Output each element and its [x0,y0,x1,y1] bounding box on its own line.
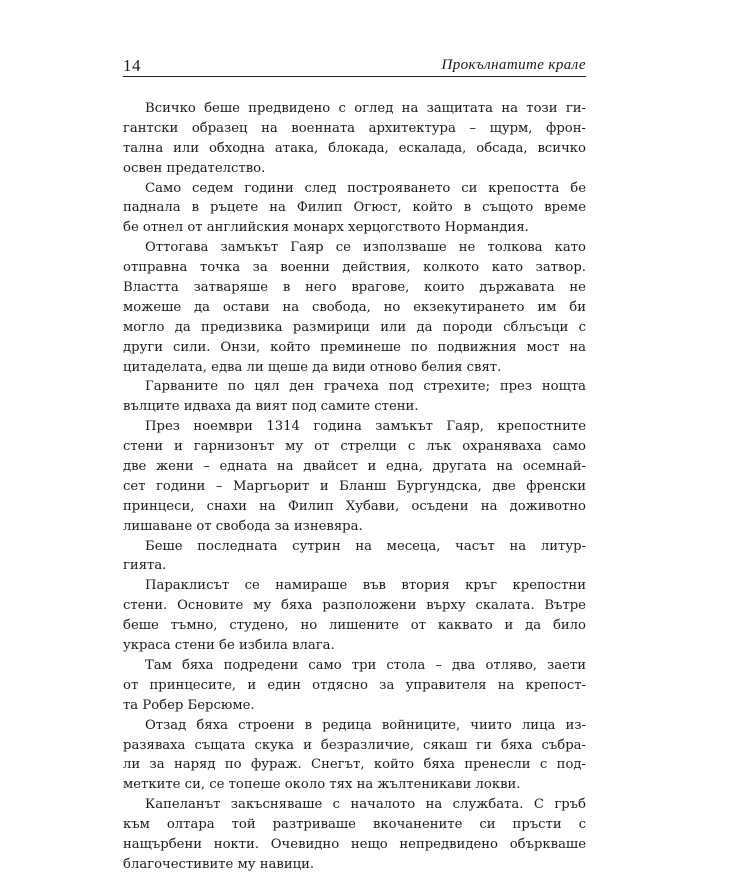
text-line: Всичко беше предвидено с оглед на защитата на този ги- [145,101,586,116]
text-line: стени и гарнизонът му от стрелци с лък охраняваха само [123,439,586,455]
text-line: нащърбени нокти. Очевидно нещо непредвидено объркваше [123,836,586,852]
paragraph [123,179,586,239]
text-line: Параклисът се намираше във втория кръг крепостни [145,578,586,594]
running-title: Прокълнатите крале [441,57,586,73]
text-line: метките си, се топеше около тях на жълтеникави локви. [123,777,521,793]
body-text [123,99,586,875]
text-line: благочестивите му навици. [123,856,315,872]
text-line: стени. Основите му бяха разположени върху скалата. Вътре [123,598,586,614]
paragraph [123,417,586,536]
text-line: отправна точка за военни действия, колкото като затвор. [123,260,586,276]
text-line: освен предателство. [123,160,266,176]
paragraph [123,238,586,377]
paragraph [123,716,586,796]
text-line: сет години – Маргьорит и Бланш Бургундска, две френски [123,478,586,494]
text-line: принцеси, снахи на Филип Хубави, осъдени на доживотно [123,498,586,514]
text-line: Властта затваряше в него врагове, които държавата не [123,280,586,296]
text-line: две жени – едната на двайсет и една, другата на осемнай- [123,459,586,475]
text-line: бе отнел от английския монарх херцогството Нормандия. [123,220,529,236]
paragraph [123,795,586,875]
paragraph [123,99,586,179]
text-line: та Робер Берсюме. [123,697,255,713]
page-header [123,52,586,77]
text-line: тална или обходна атака, блокада, ескалада, обсада, всичко [123,140,586,156]
text-line: ли за наряд по фураж. Снегът, който бяха пренесли с под- [123,757,586,773]
text-line: разяваха същата скука и безразличие, сякаш ги бяха събра- [123,737,586,753]
text-line: можеше да остави на свобода, но екзекутирането им би [123,299,586,315]
text-line: Само седем години след построяването си крепостта бе [145,180,586,196]
text-line: гантски образец на военната архитектура – щурм, фрон- [123,120,586,136]
paragraph [123,377,586,417]
text-line: цитаделата, едва ли щеше да види отново белия свят. [123,359,502,375]
text-line: Капеланът закъсняваше с началото на службата. С гръб [145,797,586,813]
paragraph [123,576,586,656]
text-line: беше тъмно, студено, но лишените от каквато и да било [123,618,586,634]
text-line: лишаване от свобода за изневяра. [123,518,363,534]
text-line: от принцесите, и един отдясно за управителя на крепост- [123,677,586,693]
text-line: Там бяха подредени само три стола – два отляво, заети [145,657,586,673]
text-line: вълците идваха да вият под самите стени. [123,399,419,415]
text-line: могло да предизвика размирици или да породи сблъсъци с [123,319,586,335]
text-line: Оттогава замъкът Гаяр се използваше не толкова като [145,240,586,256]
paragraph [123,537,586,577]
text-line: Беше последната сутрин на месеца, часът на литур- [145,538,586,554]
text-line: паднала в ръцете на Филип Огюст, който в същото време [123,200,586,216]
text-line: към олтара той разтриваше вкочанените си пръсти с [123,817,586,833]
text-line: Гарваните по цял ден грачеха под стрехите; през нощта [145,379,586,395]
text-line: украса стени бе избила влага. [123,638,335,654]
text-line: През ноември 1314 година замъкът Гаяр, крепостните [145,419,586,435]
text-line: Отзад бяха строени в редица войниците, чиито лица из- [145,717,586,733]
text-line: други сили. Онзи, който преминеше по подвижния мост на [123,339,586,355]
paragraph [123,656,586,716]
text-line: гията. [123,558,167,574]
page-number: 14 [123,56,141,75]
